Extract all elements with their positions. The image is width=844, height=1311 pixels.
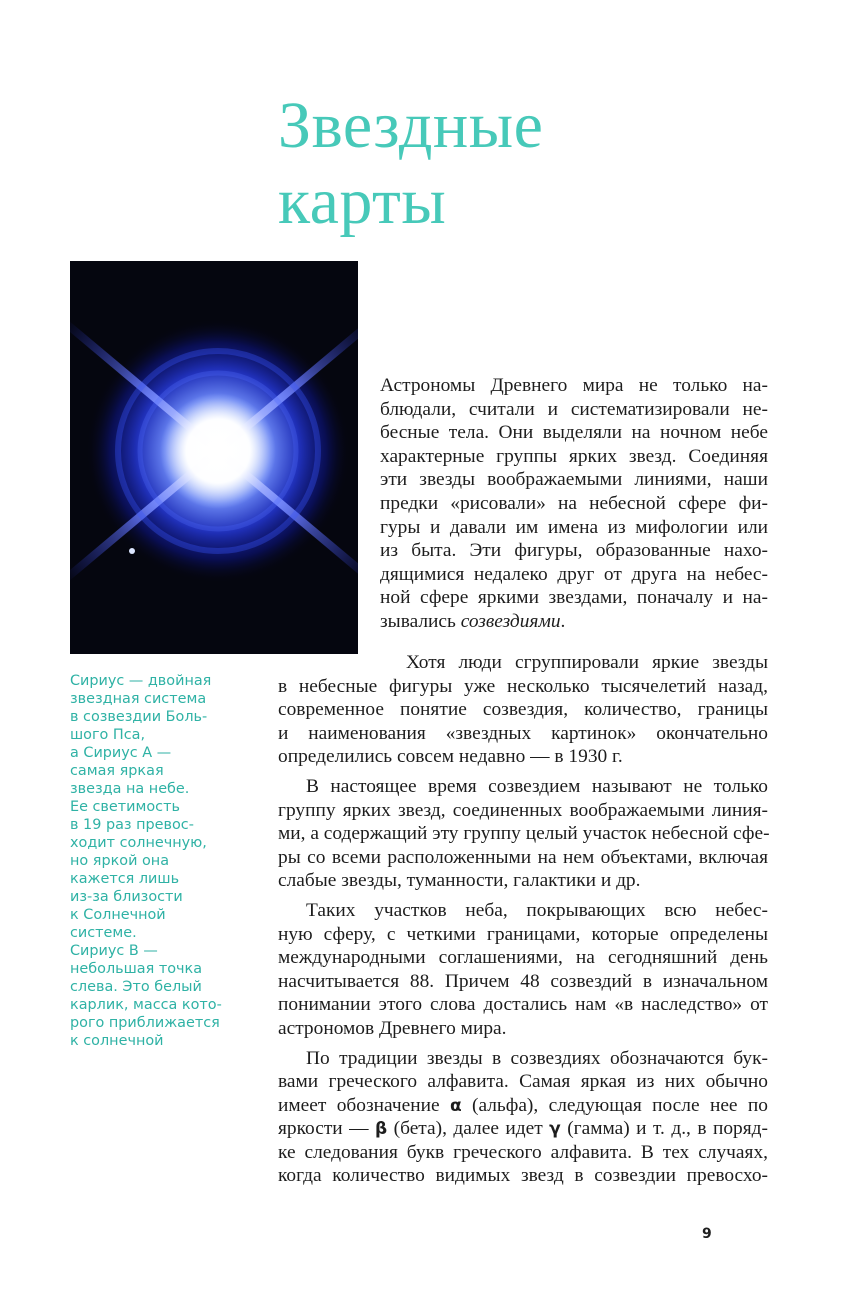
sirius-photo (70, 261, 358, 654)
caption-line: системе. (70, 925, 137, 941)
caption-line: кажется лишь (70, 871, 180, 887)
caption-line: Ее светимость (70, 799, 180, 815)
text-line (278, 1094, 768, 1118)
text-line: дящимися недалеко друг от друга на небес- (380, 563, 768, 585)
caption-line: карлик, масса кото- (70, 997, 222, 1013)
image-caption (70, 672, 235, 1050)
text-line: В настоящее время созвездием называют не только (306, 775, 768, 797)
text-line: По традиции звезды в созвездиях обозначаются бук- (306, 1047, 768, 1069)
text-line: насчитывается 88. Причем 48 созвездий в изначальном (278, 970, 768, 992)
text-line: ке следования букв греческого алфавита. В тех случаях, (278, 1141, 768, 1163)
text-line: определились совсем недавно — в 1930 г. (278, 746, 623, 768)
caption-line: звезда на небе. (70, 781, 190, 797)
text-line: ры со всеми расположенными на нем объектами, включая (278, 846, 768, 868)
caption-line: к солнечной (70, 1033, 164, 1049)
italic-term: созвездиями (460, 610, 561, 632)
text-fragment: . (560, 610, 566, 632)
caption-line: из-за близости (70, 889, 183, 905)
text-line: Таких участков неба, покрывающих всю небес- (306, 899, 768, 921)
text-line: из быта. Эти фигуры, образованные нахо- (380, 540, 768, 562)
sirius-b-dot (129, 548, 135, 554)
text-line: вами греческого алфавита. Самая яркая из них обычно (278, 1071, 768, 1093)
caption-line: звездная система (70, 691, 207, 707)
text-line: ной сфере яркими звездами, поначалу и на- (380, 587, 768, 609)
title-line-1: Звездные (278, 89, 544, 162)
caption-line: Сириус В — (70, 943, 158, 959)
text-line: международными соглашениями, на сегодняшний день (278, 947, 768, 969)
text-fragment: имеет обозначение (278, 1094, 450, 1116)
text-fragment: (альфа), следующая после нее по (461, 1094, 768, 1116)
caption-line: в 19 раз превос- (70, 817, 194, 833)
caption-line: к Солнечной (70, 907, 166, 923)
paragraph-1 (380, 374, 768, 634)
text-line: характерные группы ярких звезд. Соединяя (380, 445, 768, 467)
caption-line: но яркой она (70, 853, 170, 869)
text-fragment: (гамма) и т. д., в поряд- (560, 1118, 768, 1140)
text-line: ную сферу, с четкими границами, которые определены (278, 923, 768, 945)
text-line: бесные тела. Они выделяли на ночном небе (380, 422, 768, 444)
text-line: блюдали, считали и систематизировали не- (380, 398, 768, 420)
text-line: Хотя люди сгруппировали яркие звезды (406, 652, 768, 673)
body-text (278, 651, 768, 1188)
text-line: эти звезды воображаемыми линиями, наши (380, 469, 768, 491)
text-line: в небесные фигуры уже несколько тысячелетий назад, (278, 675, 768, 697)
page-number: 9 (702, 1226, 712, 1242)
title-line-2: карты (278, 165, 447, 238)
caption-line: в созвездии Боль- (70, 709, 208, 725)
text-fragment: зывались (380, 610, 461, 632)
text-line: современное понятие созвездия, количество, границы (278, 699, 768, 721)
page-title (278, 88, 798, 240)
text-line (278, 1117, 768, 1141)
text-line: группу ярких звезд, соединенных воображаемыми линия- (278, 799, 768, 821)
text-fragment: яркости — (278, 1118, 375, 1140)
star-illustration (70, 261, 358, 654)
text-line: предки «рисовали» на небесной сфере фи- (380, 492, 768, 514)
text-line: и наименования «звездных картинок» окончательно (278, 722, 768, 744)
text-line: астрономов Древнего мира. (278, 1017, 507, 1039)
caption-line: рого приближается (70, 1015, 220, 1031)
text-line: ми, а содержащий эту группу целый участок небесной сфе- (278, 823, 770, 845)
greek-gamma: γ (549, 1119, 561, 1140)
caption-line: ходит солнечную, (70, 835, 207, 851)
text-line (380, 610, 768, 634)
caption-line: слева. Это белый (70, 979, 202, 995)
text-line: понимании этого слова достались нам «в наследство» от (278, 994, 768, 1016)
caption-line: шого Пса, (70, 727, 146, 743)
caption-line: Сириус — двойная (70, 673, 212, 689)
text-line: Астрономы Древнего мира не только на- (380, 375, 768, 396)
greek-beta: β (375, 1119, 388, 1140)
text-line: слабые звезды, туманности, галактики и др. (278, 870, 641, 892)
text-line: гуры и давали им имена из мифологии или (380, 516, 768, 538)
caption-line: а Сириус А — (70, 745, 172, 761)
greek-alpha: α (449, 1095, 462, 1116)
caption-line: самая яркая (70, 763, 164, 779)
caption-line: небольшая точка (70, 961, 203, 977)
text-line: когда количество видимых звезд в созвездии превосхо- (278, 1165, 768, 1187)
text-fragment: (бета), далее идет (387, 1118, 550, 1140)
